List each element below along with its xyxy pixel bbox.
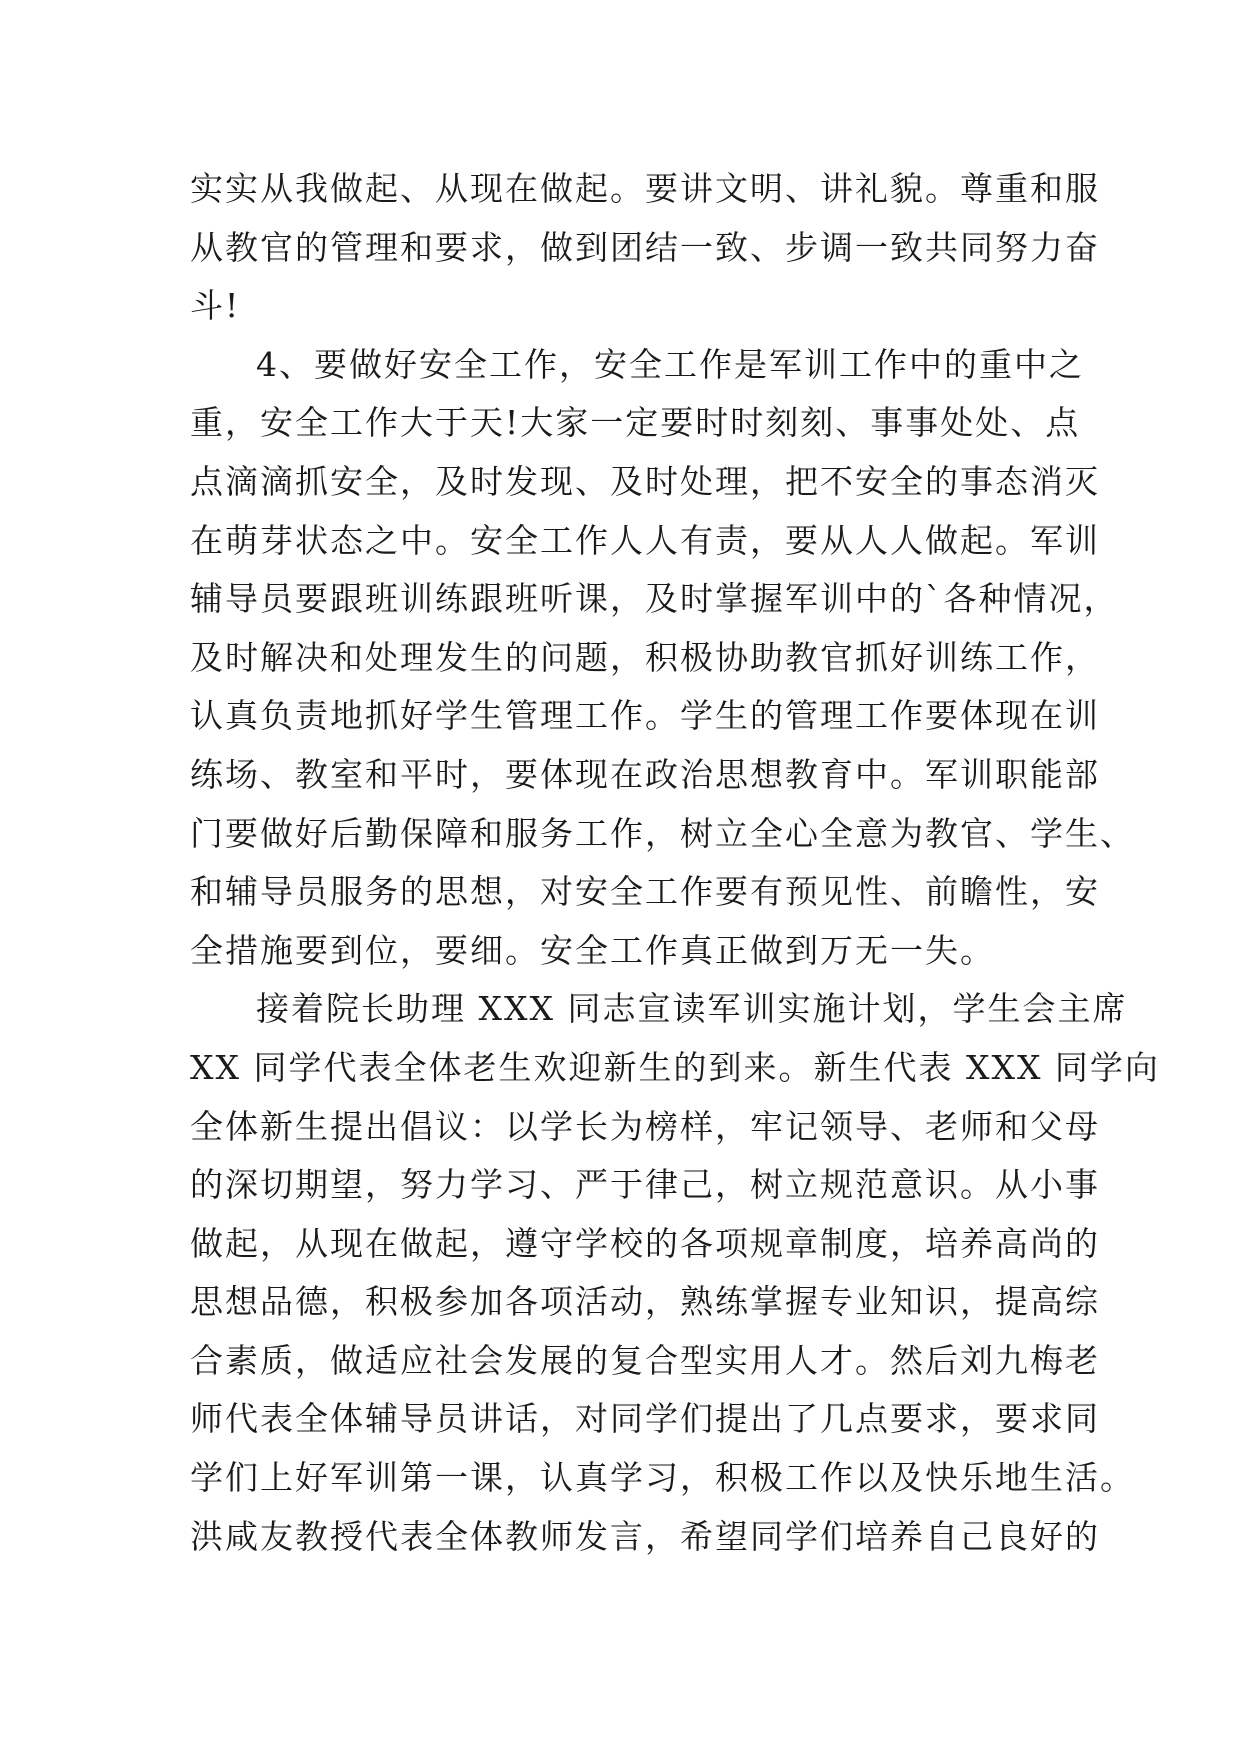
text-line: 合素质，做适应社会发展的复合型实用人才。然后刘九梅老 (190, 1340, 1100, 1380)
text-line: 和辅导员服务的思想，对安全工作要有预见性、前瞻性，安 (190, 872, 1100, 912)
text-line: 全体新生提出倡议：以学长为榜样，牢记领导、老师和父母 (190, 1106, 1100, 1146)
text-line: 4、要做好安全工作，安全工作是军训工作中的重中之 (256, 344, 1084, 384)
text-line: 实实从我做起、从现在做起。要讲文明、讲礼貌。尊重和服 (190, 169, 1100, 208)
text-line: 在萌芽状态之中。安全工作人人有责，要从人人做起。军训 (190, 520, 1100, 560)
text-line: 从教官的管理和要求，做到团结一致、步调一致共同努力奋 (190, 227, 1100, 267)
text-line: 重，安全工作大于天!大家一定要时时刻刻、事事处处、点 (190, 403, 1081, 443)
text-line: 学们上好军训第一课，认真学习，积极工作以及快乐地生活。 (190, 1458, 1135, 1498)
text-line: 思想品德，积极参加各项活动，熟练掌握专业知识，提高综 (190, 1282, 1100, 1322)
text-line: 练场、教室和平时，要体现在政治思想教育中。军训职能部 (190, 754, 1100, 794)
text-line: 门要做好后勤保障和服务工作，树立全心全意为教官、学生、 (190, 813, 1135, 853)
text-line: 洪咸友教授代表全体教师发言，希望同学们培养自己良好的 (190, 1516, 1100, 1556)
text-line: XX 同学代表全体老生欢迎新生的到来。新生代表 XXX 同学向 (190, 1047, 1160, 1087)
text-line: 认真负责地抓好学生管理工作。学生的管理工作要体现在训 (190, 696, 1100, 736)
text-line: 辅导员要跟班训练跟班听课，及时掌握军训中的`各种情况， (190, 579, 1119, 619)
text-line: 做起，从现在做起，遵守学校的各项规章制度，培养高尚的 (190, 1223, 1100, 1263)
text-line: 的深切期望，努力学习、严于律己，树立规范意识。从小事 (190, 1165, 1100, 1205)
text-line: 斗! (190, 286, 241, 326)
text-line: 及时解决和处理发生的问题，积极协助教官抓好训练工作， (190, 637, 1100, 677)
body-text (190, 160, 1160, 1566)
text-line: 接着院长助理 XXX 同志宣读军训实施计划，学生会主席 (256, 989, 1128, 1029)
text-line: 点滴滴抓安全，及时发现、及时处理，把不安全的事态消灭 (190, 461, 1100, 501)
text-line: 全措施要到位，要细。安全工作真正做到万无一失。 (190, 930, 995, 970)
text-line: 师代表全体辅导员讲话，对同学们提出了几点要求，要求同 (190, 1399, 1100, 1439)
